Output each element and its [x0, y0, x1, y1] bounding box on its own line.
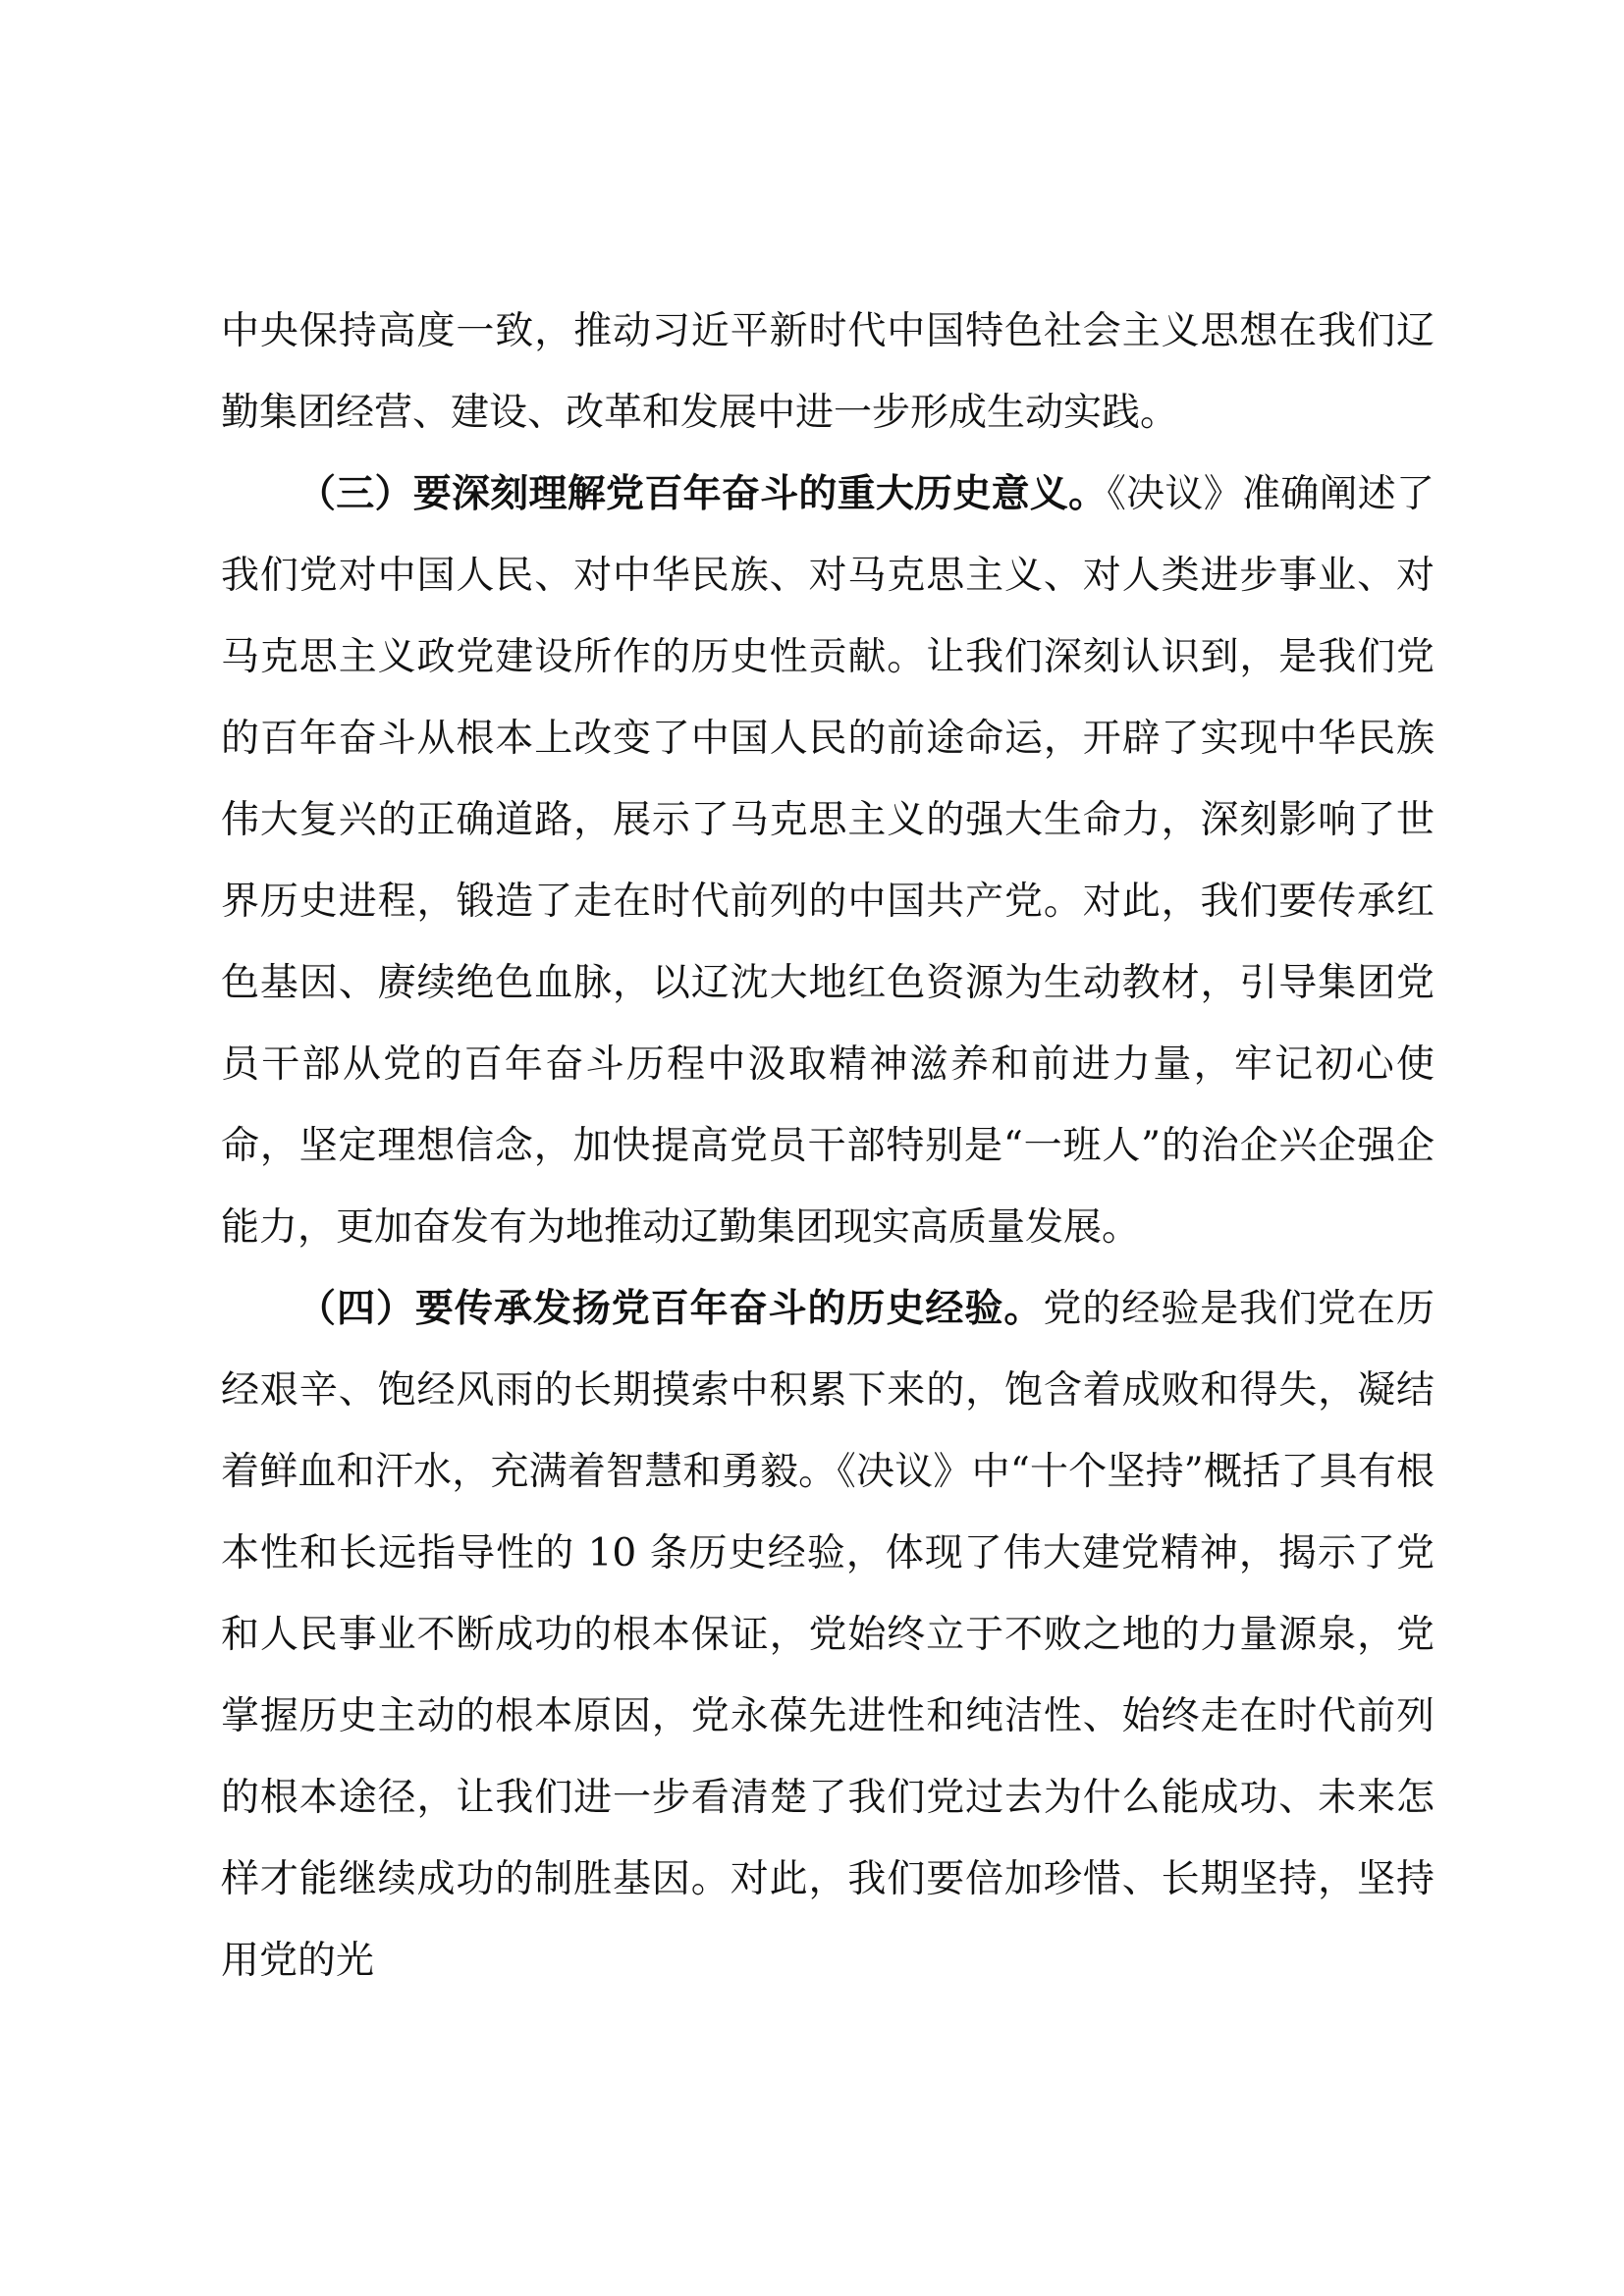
- section-heading: （四）要传承发扬党百年奋斗的历史经验。: [298, 1286, 1044, 1331]
- paragraph-text: 《决议》准确阐述了我们党对中国人民、对中华民族、对马克思主义、对人类进步事业、对马克思主义政党建设所作的历史性贡献。让我们深刻认识到，是我们党的百年奋斗从根本上改变了中国人民的前途命运，开辟了实现中华民族伟大复兴的正确道路，展示了马克思主义的强大生命力，深刻影响了世界历史进程，锻造了走在时代前列的中国共产党。对此，我们要传承红色基因、赓续绝色血脉，以辽沈大地红色资源为生动教材，引导集团党员干部从党的百年奋斗历程中汲取精神滋养和前进力量，牢记初心使命，坚定理想信念，加快提高党员干部特别是“一班人”的治企兴企强企能力，更加奋发有为地推动辽勤集团现实高质量发展。: [221, 472, 1435, 1250]
- paragraph-section-4: [221, 1268, 1435, 2002]
- section-heading: （三）要深刻理解党百年奋斗的重大历史意义。: [298, 471, 1108, 516]
- paragraph-text: 中央保持高度一致，推动习近平新时代中国特色社会主义思想在我们辽勤集团经营、建设、改革和发展中进一步形成生动实践。: [221, 309, 1435, 435]
- paragraph-continuation: [221, 291, 1435, 454]
- document-body: [221, 291, 1435, 2002]
- paragraph-text: 党的经验是我们党在历经艰辛、饱经风雨的长期摸索中积累下来的，饱含着成败和得失，凝结着鲜血和汗水，充满着智慧和勇毅。《决议》中“十个坚持”概括了具有根本性和长远指导性的 10 条历史经验，体现了伟大建党精神，揭示了党和人民事业不断成功的根本保证，党始终立于不败之地的力量源泉，党掌握历史主动的根本原因，党永葆先进性和纯洁性、始终走在时代前列的根本途径，让我们进一步看清楚了我们党过去为什么能成功、未来怎样才能继续成功的制胜基因。对此，我们要倍加珍惜、长期坚持，坚持用党的光: [221, 1287, 1435, 1983]
- paragraph-section-3: [221, 454, 1435, 1268]
